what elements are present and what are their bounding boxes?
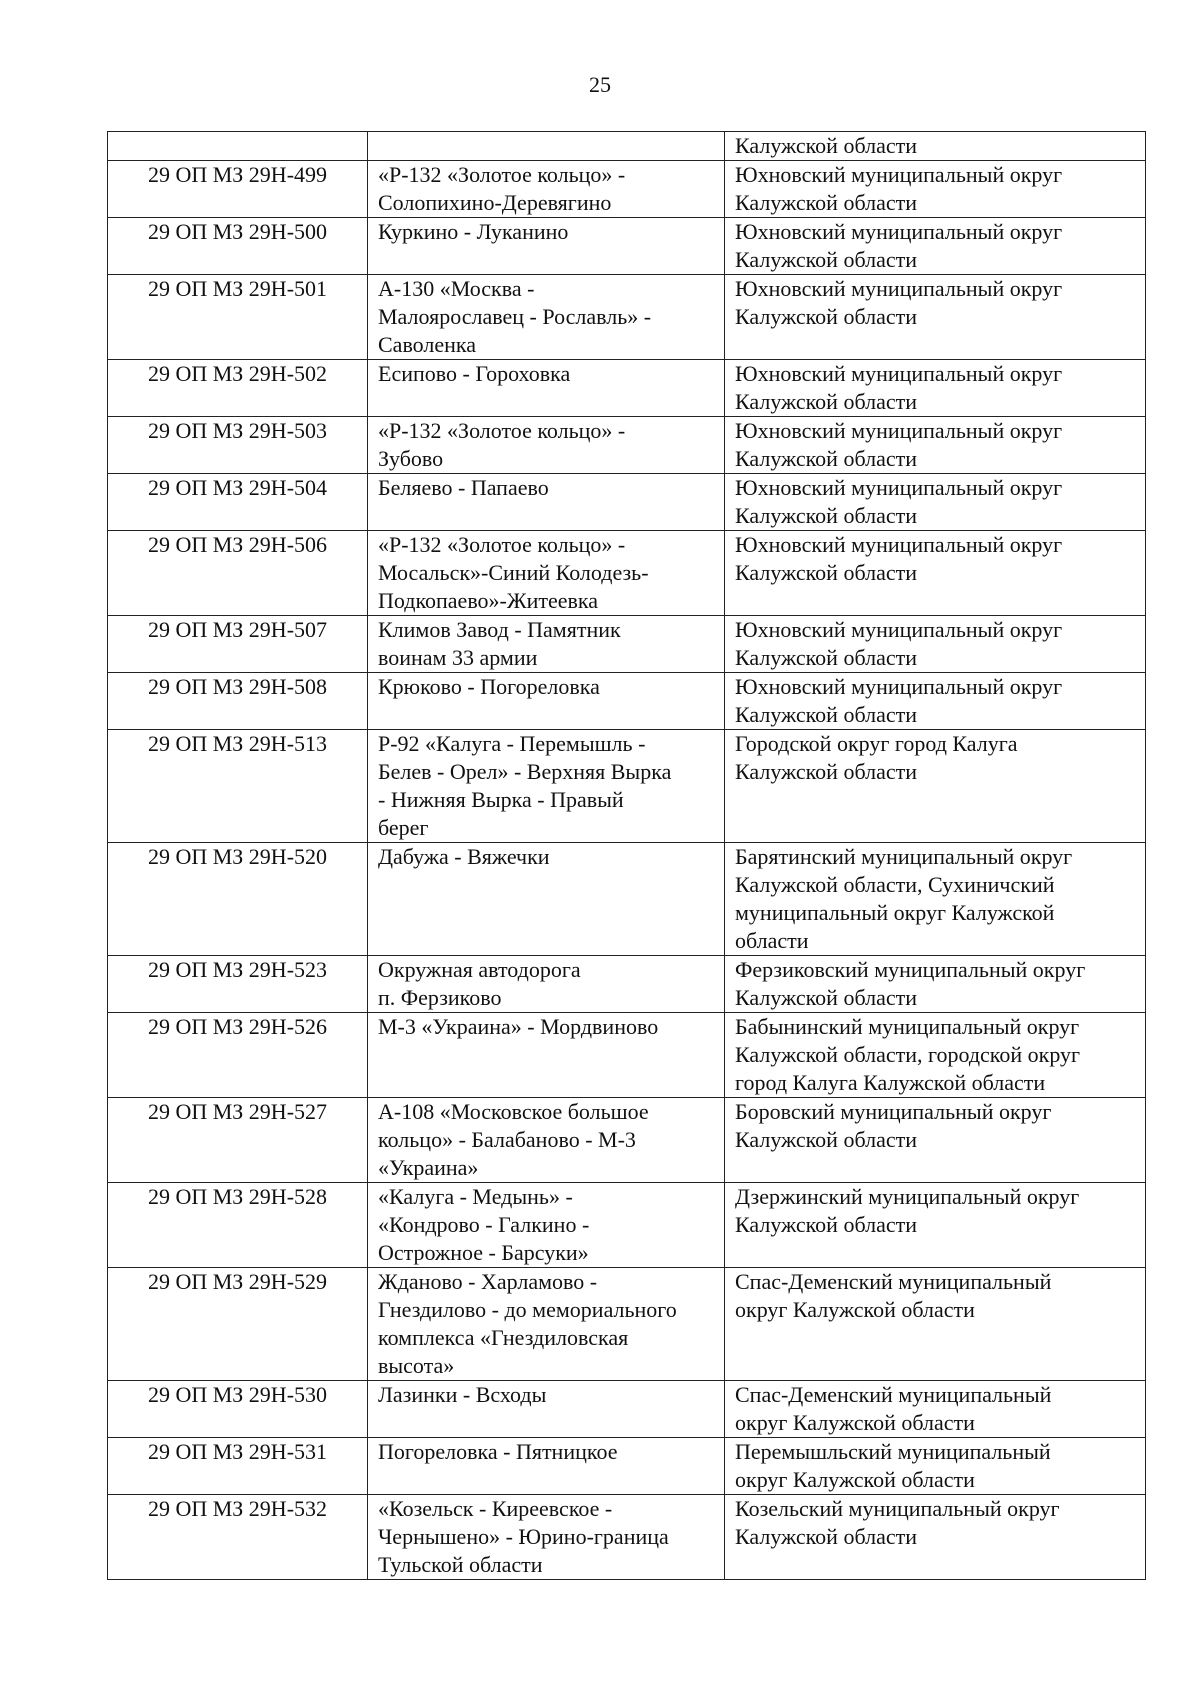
road-id-cell: 29 ОП МЗ 29Н-527 — [108, 1098, 368, 1183]
table-row — [108, 1098, 1146, 1183]
road-id-cell: 29 ОП МЗ 29Н-532 — [108, 1495, 368, 1580]
road-name-cell: Есипово - Гороховка — [368, 360, 725, 417]
road-name-cell: Окружная автодорога п. Ферзиково — [368, 956, 725, 1013]
road-area-cell: Барятинский муниципальный округ Калужской области, Сухиничский муниципальный округ Калужской области — [725, 843, 1146, 956]
table-row — [108, 531, 1146, 616]
road-name-cell: «Р-132 «Золотое кольцо» - Солопихино-Деревягино — [368, 161, 725, 218]
road-name-cell: Климов Завод - Памятник воинам 33 армии — [368, 616, 725, 673]
road-id-cell — [108, 132, 368, 161]
table-row — [108, 1268, 1146, 1381]
road-area-cell: Юхновский муниципальный округ Калужской области — [725, 474, 1146, 531]
road-id-cell: 29 ОП МЗ 29Н-530 — [108, 1381, 368, 1438]
road-area-cell: Дзержинский муниципальный округ Калужской области — [725, 1183, 1146, 1268]
table-row — [108, 218, 1146, 275]
road-name-cell: А-130 «Москва - Малоярославец - Рославль» - Саволенка — [368, 275, 725, 360]
table-row — [108, 1438, 1146, 1495]
road-area-cell: Боровский муниципальный округ Калужской области — [725, 1098, 1146, 1183]
road-id-cell: 29 ОП МЗ 29Н-507 — [108, 616, 368, 673]
road-area-cell: Юхновский муниципальный округ Калужской области — [725, 673, 1146, 730]
road-area-cell: Городской округ город Калуга Калужской области — [725, 730, 1146, 843]
road-area-cell: Спас-Деменский муниципальный округ Калужской области — [725, 1268, 1146, 1381]
road-id-cell: 29 ОП МЗ 29Н-499 — [108, 161, 368, 218]
road-name-cell: Крюково - Погореловка — [368, 673, 725, 730]
road-name-cell: Беляево - Папаево — [368, 474, 725, 531]
road-name-cell: «Р-132 «Золотое кольцо» - Мосальск»-Синий Колодезь- Подкопаево»-Житеевка — [368, 531, 725, 616]
road-id-cell: 29 ОП МЗ 29Н-520 — [108, 843, 368, 956]
road-name-cell: «Р-132 «Золотое кольцо» - Зубово — [368, 417, 725, 474]
table-row — [108, 1013, 1146, 1098]
road-id-cell: 29 ОП МЗ 29Н-523 — [108, 956, 368, 1013]
road-name-cell: Лазинки - Всходы — [368, 1381, 725, 1438]
road-area-cell: Бабынинский муниципальный округ Калужской области, городской округ город Калуга Калужской области — [725, 1013, 1146, 1098]
table-row — [108, 275, 1146, 360]
road-id-cell: 29 ОП МЗ 29Н-506 — [108, 531, 368, 616]
road-id-cell: 29 ОП МЗ 29Н-501 — [108, 275, 368, 360]
table-row — [108, 730, 1146, 843]
road-area-cell: Юхновский муниципальный округ Калужской области — [725, 275, 1146, 360]
road-area-cell: Калужской области — [725, 132, 1146, 161]
road-area-cell: Юхновский муниципальный округ Калужской области — [725, 417, 1146, 474]
road-name-cell: А-108 «Московское большое кольцо» - Балабаново - М-3 «Украина» — [368, 1098, 725, 1183]
table-row — [108, 1381, 1146, 1438]
road-area-cell: Юхновский муниципальный округ Калужской области — [725, 360, 1146, 417]
table-row — [108, 360, 1146, 417]
road-name-cell: Куркино - Луканино — [368, 218, 725, 275]
road-name-cell: «Калуга - Медынь» - «Кондрово - Галкино - Острожное - Барсуки» — [368, 1183, 725, 1268]
road-id-cell: 29 ОП МЗ 29Н-529 — [108, 1268, 368, 1381]
road-area-cell: Юхновский муниципальный округ Калужской области — [725, 161, 1146, 218]
table-row — [108, 956, 1146, 1013]
table-row — [108, 417, 1146, 474]
road-area-cell: Спас-Деменский муниципальный округ Калужской области — [725, 1381, 1146, 1438]
roads-table-body — [108, 132, 1146, 1580]
road-name-cell: Погореловка - Пятницкое — [368, 1438, 725, 1495]
table-row — [108, 673, 1146, 730]
page-number: 25 — [589, 72, 611, 97]
table-row — [108, 474, 1146, 531]
road-id-cell: 29 ОП МЗ 29Н-528 — [108, 1183, 368, 1268]
road-area-cell: Юхновский муниципальный округ Калужской области — [725, 616, 1146, 673]
road-id-cell: 29 ОП МЗ 29Н-502 — [108, 360, 368, 417]
roads-table — [107, 131, 1146, 1580]
road-id-cell: 29 ОП МЗ 29Н-531 — [108, 1438, 368, 1495]
table-row — [108, 1183, 1146, 1268]
road-area-cell: Перемышльский муниципальный округ Калужской области — [725, 1438, 1146, 1495]
road-area-cell: Ферзиковский муниципальный округ Калужской области — [725, 956, 1146, 1013]
road-id-cell: 29 ОП МЗ 29Н-526 — [108, 1013, 368, 1098]
road-id-cell: 29 ОП МЗ 29Н-513 — [108, 730, 368, 843]
road-id-cell: 29 ОП МЗ 29Н-503 — [108, 417, 368, 474]
road-id-cell: 29 ОП МЗ 29Н-508 — [108, 673, 368, 730]
table-row — [108, 161, 1146, 218]
road-area-cell: Юхновский муниципальный округ Калужской области — [725, 531, 1146, 616]
road-area-cell: Козельский муниципальный округ Калужской области — [725, 1495, 1146, 1580]
road-id-cell: 29 ОП МЗ 29Н-500 — [108, 218, 368, 275]
road-name-cell: Жданово - Харламово - Гнездилово - до мемориального комплекса «Гнездиловская высота» — [368, 1268, 725, 1381]
table-row — [108, 132, 1146, 161]
table-row — [108, 843, 1146, 956]
road-area-cell: Юхновский муниципальный округ Калужской области — [725, 218, 1146, 275]
road-name-cell: «Козельск - Киреевское - Чернышено» - Юрино-граница Тульской области — [368, 1495, 725, 1580]
road-id-cell: 29 ОП МЗ 29Н-504 — [108, 474, 368, 531]
road-name-cell: М-3 «Украина» - Мордвиново — [368, 1013, 725, 1098]
road-name-cell — [368, 132, 725, 161]
road-name-cell: Р-92 «Калуга - Перемышль - Белев - Орел» - Верхняя Вырка - Нижняя Вырка - Правый берег — [368, 730, 725, 843]
road-name-cell: Дабужа - Вяжечки — [368, 843, 725, 956]
table-row — [108, 1495, 1146, 1580]
table-row — [108, 616, 1146, 673]
